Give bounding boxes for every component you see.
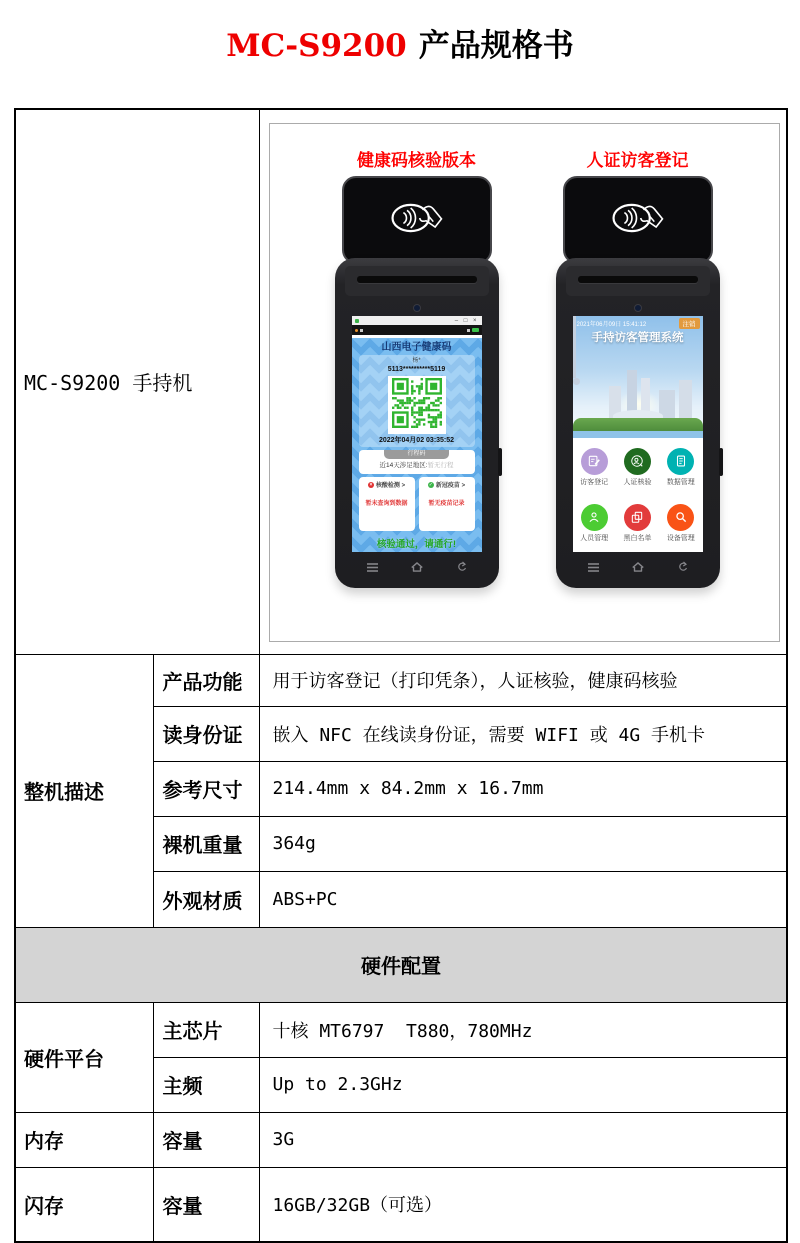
holder-name: 杨*	[412, 358, 421, 364]
vaccine-icon: ✓	[428, 481, 433, 488]
row-value: 十核 MT6797 T880，780MHz	[259, 1002, 787, 1057]
app-personnel-manage: 人员管理	[573, 496, 616, 550]
app-blacklist: 黑白名单	[616, 496, 659, 550]
menu-icon	[587, 562, 600, 573]
back-icon	[456, 561, 468, 573]
product-model: MC-S9200	[226, 28, 407, 64]
nucleic-acid-card	[359, 477, 415, 531]
group-hardware-platform: 硬件平台	[15, 1002, 153, 1112]
device-name-cell: MC-S9200 手持机	[15, 109, 259, 654]
device-body	[556, 258, 720, 588]
row-value: 364g	[259, 816, 787, 871]
pass-message: 核验通过，请通行!	[376, 539, 457, 550]
row-label: 外观材质	[153, 871, 259, 927]
row-label: 主频	[153, 1057, 259, 1112]
health-code-card	[359, 355, 475, 447]
row-value: 用于访客登记（打印凭条），人证核验，健康码核验	[259, 654, 787, 706]
treeline	[573, 418, 703, 431]
caption-health-version: 健康码核验版本	[357, 151, 476, 170]
person-icon	[587, 510, 601, 524]
front-camera	[413, 304, 421, 312]
visitor-app-title: 手持访客管理系统	[591, 332, 684, 344]
section-header-hardware: 硬件配置	[15, 927, 787, 1002]
vaccine-title: 新冠疫苗 >	[435, 483, 466, 489]
form-edit-icon	[587, 454, 601, 468]
printer-slot	[357, 276, 477, 283]
row-value: 嵌入 NFC 在线读身份证，需要 WIFI 或 4G 手机卡	[259, 706, 787, 761]
nucleic-acid-status: 暂未查询到数据	[365, 501, 408, 507]
logout-button: 注销	[679, 318, 700, 329]
search-icon	[674, 510, 688, 524]
tower-silhouette	[573, 316, 576, 378]
app-id-verify: 人证核验	[616, 440, 659, 494]
android-navbar	[573, 554, 703, 580]
page-title-suffix: 产品规格书	[418, 28, 574, 64]
printer-recess	[345, 266, 489, 296]
device-datetime: 2021年06月09日 15:41:12	[576, 322, 647, 328]
home-icon	[410, 561, 424, 573]
nucleic-acid-icon: ×	[369, 481, 373, 488]
device-photo	[269, 123, 780, 642]
qr-frame	[388, 376, 446, 434]
row-label: 容量	[153, 1112, 259, 1167]
document-icon	[674, 454, 688, 468]
window-titlebar	[352, 316, 482, 325]
printer-recess	[566, 266, 710, 296]
app-grid	[573, 438, 703, 552]
caption-visitor-version: 人证访客登记	[586, 151, 689, 170]
tower-top	[573, 378, 580, 385]
app-status-icon	[360, 329, 363, 332]
layers-copy-icon	[630, 510, 644, 524]
scan-timestamp: 2022年04月02 03:35:52	[378, 437, 455, 444]
row-label: 产品功能	[153, 654, 259, 706]
row-label: 参考尺寸	[153, 761, 259, 816]
front-camera	[634, 304, 642, 312]
side-button	[719, 448, 723, 476]
trip-card	[359, 450, 475, 474]
side-button	[498, 448, 502, 476]
app-window-icon	[355, 319, 359, 323]
nfc-reader-panel	[342, 176, 492, 264]
trip-areas-label: 近14天涉足地区:	[379, 462, 428, 469]
home-icon	[631, 561, 645, 573]
back-icon	[677, 561, 689, 573]
group-whole-machine: 整机描述	[15, 654, 153, 927]
visitor-screen	[573, 316, 703, 552]
contactless-icon	[388, 197, 446, 244]
trip-areas-value: 暂无行程	[427, 462, 454, 469]
battery-icon	[472, 328, 479, 332]
row-value: Up to 2.3GHz	[259, 1057, 787, 1112]
row-value: 16GB/32GB（可选）	[259, 1167, 787, 1242]
building-silhouette	[679, 380, 692, 418]
wifi-icon	[467, 329, 470, 332]
waterline	[573, 431, 703, 438]
row-value: 3G	[259, 1112, 787, 1167]
group-flash: 闪存	[15, 1167, 153, 1242]
group-memory: 内存	[15, 1112, 153, 1167]
contactless-icon	[609, 197, 667, 244]
health-app-title: 山西电子健康码	[381, 342, 452, 353]
nucleic-acid-title: 核酸检测 >	[375, 483, 406, 489]
row-value: 214.4mm x 84.2mm x 16.7mm	[259, 761, 787, 816]
notification-icon	[355, 329, 358, 332]
row-value: ABS+PC	[259, 871, 787, 927]
row-label: 主芯片	[153, 1002, 259, 1057]
vaccine-status: 暂无疫苗记录	[428, 501, 465, 507]
menu-icon	[366, 562, 379, 573]
handheld-device-visitor	[556, 176, 720, 588]
device-body	[335, 258, 499, 588]
visitor-app-header	[573, 316, 703, 438]
row-label: 容量	[153, 1167, 259, 1242]
nfc-reader-panel	[563, 176, 713, 264]
status-bar	[352, 325, 482, 335]
handheld-device-health	[335, 176, 499, 588]
person-check-icon	[630, 454, 644, 468]
spec-table	[14, 108, 788, 1243]
android-navbar	[352, 554, 482, 580]
row-label: 裸机重量	[153, 816, 259, 871]
row-label: 读身份证	[153, 706, 259, 761]
qr-code	[392, 378, 442, 428]
device-image-cell	[259, 109, 787, 654]
vaccine-card	[419, 477, 475, 531]
printer-slot	[578, 276, 698, 283]
trip-tab: 行程码	[384, 450, 449, 459]
app-visitor-register: 访客登记	[573, 440, 616, 494]
holder-id-masked: 5113**********5119	[387, 366, 446, 373]
health-code-app	[352, 338, 482, 552]
page-title	[0, 20, 800, 65]
window-controls-icons: – □ ×	[454, 317, 479, 324]
app-data-manage: 数据管理	[659, 440, 702, 494]
app-device-manage: 设备管理	[659, 496, 702, 550]
health-screen	[352, 316, 482, 552]
